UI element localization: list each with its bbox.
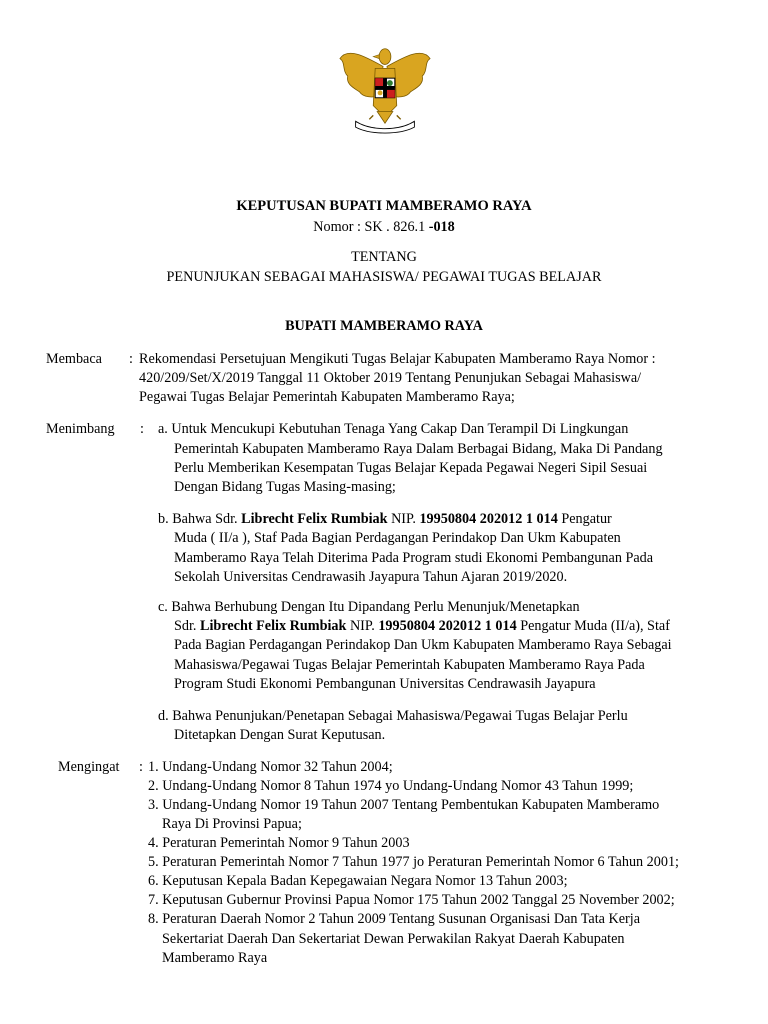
menimbang-b-line: Mamberamo Raya Telah Diterima Pada Program studi Ekonomi Pembangunan Pada — [174, 550, 654, 566]
b-text: Pengatur — [557, 511, 612, 527]
mengingat-label: Mengingat — [58, 759, 120, 775]
tentang-heading: TENTANG — [351, 249, 417, 265]
menimbang-d-line: Ditetapkan Dengan Surat Keputusan. — [174, 727, 386, 743]
membaca-line: Rekomendasi Persetujuan Mengikuti Tugas Belajar Kabupaten Mamberamo Raya Nomor : — [139, 351, 656, 367]
menimbang-d-line: d. Bahwa Penunjukan/Penetapan Sebagai Mahasiswa/Pegawai Tugas Belajar Perlu — [158, 708, 628, 724]
mengingat-item: 8. Peraturan Daerah Nomor 2 Tahun 2009 Tentang Susunan Organisasi Dan Tata Kerja — [148, 911, 641, 927]
mengingat-item: 5. Peraturan Pemerintah Nomor 7 Tahun 1977 jo Peraturan Pemerintah Nomor 6 Tahun 2001; — [148, 854, 679, 870]
authority-heading: BUPATI MAMBERAMO RAYA — [285, 318, 483, 334]
menimbang-b-first-line — [158, 510, 612, 529]
mengingat-item: 4. Peraturan Pemerintah Nomor 9 Tahun 2003 — [148, 835, 410, 851]
c-nip: 19950804 202012 1 014 — [378, 618, 517, 634]
menimbang-c-line: Pada Bagian Perdagangan Perindakop Dan Ukm Kabupaten Mamberamo Raya Sebagai — [174, 637, 672, 653]
nomor-bold: -018 — [428, 219, 455, 235]
menimbang-a-line: Dengan Bidang Tugas Masing-masing; — [174, 479, 396, 495]
garuda-emblem-icon — [336, 36, 434, 136]
mengingat-colon: : — [139, 759, 143, 775]
b-name: Librecht Felix Rumbiak — [241, 511, 388, 527]
nomor-prefix: Nomor : SK . 826.1 — [313, 219, 429, 235]
mengingat-item: 7. Keputusan Gubernur Provinsi Papua Nomor 175 Tahun 2002 Tanggal 25 November 2002; — [148, 892, 675, 908]
c-text: Pengatur Muda (II/a), Staf — [516, 618, 670, 634]
c-text: Sdr. — [174, 618, 201, 634]
page-title: KEPUTUSAN BUPATI MAMBERAMO RAYA — [236, 198, 532, 214]
document-number — [0, 219, 768, 236]
menimbang-b-line: Muda ( II/a ), Staf Pada Bagian Perdagangan Perindakop Dan Ukm Kabupaten — [174, 530, 621, 546]
menimbang-c-line: Program Studi Ekonomi Pembangunan Universitas Cendrawasih Jayapura — [174, 676, 596, 692]
mengingat-item: 1. Undang-Undang Nomor 32 Tahun 2004; — [148, 759, 393, 775]
membaca-label: Membaca — [46, 351, 102, 367]
mengingat-item: 6. Keputusan Kepala Badan Kepegawaian Negara Nomor 13 Tahun 2003; — [148, 873, 568, 889]
menimbang-c-line: c. Bahwa Berhubung Dengan Itu Dipandang Perlu Menunjuk/Menetapkan — [158, 599, 580, 615]
membaca-line: Pegawai Tugas Belajar Pemerintah Kabupaten Mamberamo Raya; — [139, 389, 515, 405]
c-text: NIP. — [346, 618, 379, 634]
menimbang-c-line: Mahasiswa/Pegawai Tugas Belajar Pemerintah Kabupaten Mamberamo Raya Pada — [174, 657, 645, 673]
subject-heading: PENUNJUKAN SEBAGAI MAHASISWA/ PEGAWAI TUGAS BELAJAR — [166, 269, 602, 285]
b-text: NIP. — [387, 511, 420, 527]
menimbang-b-line: Sekolah Universitas Cendrawasih Jayapura Tahun Ajaran 2019/2020. — [174, 569, 568, 585]
mengingat-item: 3. Undang-Undang Nomor 19 Tahun 2007 Tentang Pembentukan Kabupaten Mamberamo — [148, 797, 660, 813]
b-text: b. Bahwa Sdr. — [158, 511, 242, 527]
membaca-line: 420/209/Set/X/2019 Tanggal 11 Oktober 2019 Tentang Penunjukan Sebagai Mahasiswa/ — [139, 370, 642, 386]
menimbang-a-line: Perlu Memberikan Kesempatan Tugas Belajar Kepada Pegawai Negeri Sipil Sesuai — [174, 460, 648, 476]
menimbang-a-line: a. Untuk Mencukupi Kebutuhan Tenaga Yang Cakap Dan Terampil Di Lingkungan — [158, 421, 629, 437]
menimbang-label: Menimbang — [46, 421, 115, 437]
menimbang-a-line: Pemerintah Kabupaten Mamberamo Raya Dalam Berbagai Bidang, Maka Di Pandang — [174, 441, 663, 457]
membaca-colon: : — [129, 351, 133, 367]
b-nip: 19950804 202012 1 014 — [419, 511, 558, 527]
menimbang-c-second-line — [174, 617, 670, 636]
c-name: Librecht Felix Rumbiak — [200, 618, 347, 634]
mengingat-item: 2. Undang-Undang Nomor 8 Tahun 1974 yo Undang-Undang Nomor 43 Tahun 1999; — [148, 778, 634, 794]
mengingat-item: Sekertariat Daerah Dan Sekertariat Dewan Perwakilan Rakyat Daerah Kabupaten — [162, 931, 625, 947]
mengingat-item: Mamberamo Raya — [162, 950, 268, 966]
mengingat-item: Raya Di Provinsi Papua; — [162, 816, 302, 832]
menimbang-colon: : — [140, 421, 144, 437]
